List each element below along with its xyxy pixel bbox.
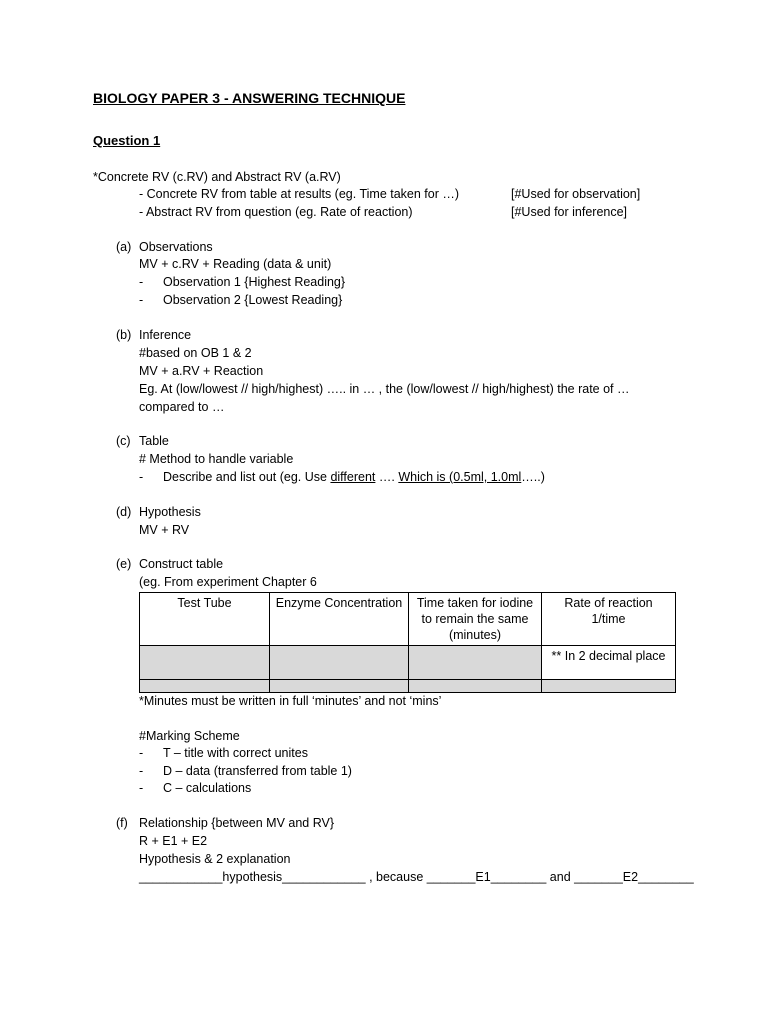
bullet-dash: - — [139, 470, 144, 484]
intro-item-abstract-note: [#Used for inference] — [511, 205, 628, 219]
marking-item-title: T – title with correct unites — [163, 746, 308, 760]
question-heading: Question 1 — [93, 133, 161, 148]
section-a-heading: Observations — [139, 240, 213, 254]
table-header-cell: Test Tube — [140, 593, 270, 646]
section-c-bullet-mid: …. — [375, 470, 399, 484]
bullet-dash: - — [139, 764, 144, 778]
section-d-line: MV + RV — [139, 523, 190, 537]
marking-scheme-heading: #Marking Scheme — [139, 729, 240, 743]
section-d-heading: Hypothesis — [139, 505, 201, 519]
section-b-label: (b) — [116, 328, 132, 342]
table-cell — [270, 680, 409, 693]
section-d-label: (d) — [116, 505, 132, 519]
intro-item-concrete-note: [#Used for observation] — [511, 187, 641, 201]
section-a-bullet-1: Observation 1 {Highest Reading} — [163, 275, 346, 289]
intro-line: *Concrete RV (c.RV) and Abstract RV (a.RV) — [93, 170, 341, 184]
section-e-label: (e) — [116, 557, 132, 571]
section-b-line-1: #based on OB 1 & 2 — [139, 346, 252, 360]
section-f-line-1: R + E1 + E2 — [139, 834, 208, 848]
section-c-bullet-post: …..) — [521, 470, 545, 484]
page-title: BIOLOGY PAPER 3 - ANSWERING TECHNIQUE — [93, 90, 406, 106]
section-a-line: MV + c.RV + Reading (data & unit) — [139, 257, 332, 271]
table-row — [140, 646, 676, 680]
bullet-dash: - — [139, 275, 144, 289]
section-f-line-2: Hypothesis & 2 explanation — [139, 852, 291, 866]
section-a-label: (a) — [116, 240, 132, 254]
table-cell — [140, 646, 270, 680]
table-cell-note: ** In 2 decimal place — [542, 646, 676, 680]
section-b-line-3: Eg. At (low/lowest // high/highest) ….. in … , the (low/lowest // high/highest) the rate of … — [139, 382, 630, 396]
bullet-dash: - — [139, 781, 144, 795]
bullet-dash: - — [139, 746, 144, 760]
table-header-cell: Enzyme Concentration — [270, 593, 409, 646]
section-a-bullet-2: Observation 2 {Lowest Reading} — [163, 293, 343, 307]
experiment-table — [139, 592, 676, 693]
table-header-cell: Time taken for iodine to remain the same (minutes) — [409, 593, 542, 646]
section-c-line: # Method to handle variable — [139, 452, 294, 466]
table-cell — [140, 680, 270, 693]
table-row — [140, 680, 676, 693]
section-c-label: (c) — [116, 434, 131, 448]
section-b-line-2: MV + a.RV + Reaction — [139, 364, 264, 378]
section-e-heading: Construct table — [139, 557, 224, 571]
table-cell — [409, 680, 542, 693]
table-footnote: *Minutes must be written in full ‘minutes’ and not ‘mins’ — [139, 694, 442, 708]
marking-item-data: D – data (transferred from table 1) — [163, 764, 352, 778]
intro-item-abstract: - Abstract RV from question (eg. Rate of reaction) — [139, 205, 413, 219]
intro-item-concrete: - Concrete RV from table at results (eg. Time taken for …) — [139, 187, 460, 201]
section-f-heading: Relationship {between MV and RV} — [139, 816, 335, 830]
section-e-line: (eg. From experiment Chapter 6 — [139, 575, 317, 589]
section-f-label: (f) — [116, 816, 128, 830]
section-c-bullet-underline-1: different — [330, 470, 376, 484]
section-c-bullet-underline-2: Which is (0.5ml, 1.0ml — [398, 470, 522, 484]
section-b-line-4: compared to … — [139, 400, 225, 414]
table-header-cell: Rate of reaction 1/time — [542, 593, 676, 646]
table-cell — [542, 680, 676, 693]
table-cell — [270, 646, 409, 680]
table-cell — [409, 646, 542, 680]
bullet-dash: - — [139, 293, 144, 307]
section-b-heading: Inference — [139, 328, 192, 342]
marking-item-calculations: C – calculations — [163, 781, 252, 795]
section-f-line-3: ____________hypothesis____________ , because _______E1________ and _______E2________ — [139, 870, 694, 884]
table-header-row — [140, 593, 676, 646]
section-c-bullet — [163, 469, 545, 485]
section-c-bullet-pre: Describe and list out (eg. Use — [163, 470, 331, 484]
section-c-heading: Table — [139, 434, 169, 448]
